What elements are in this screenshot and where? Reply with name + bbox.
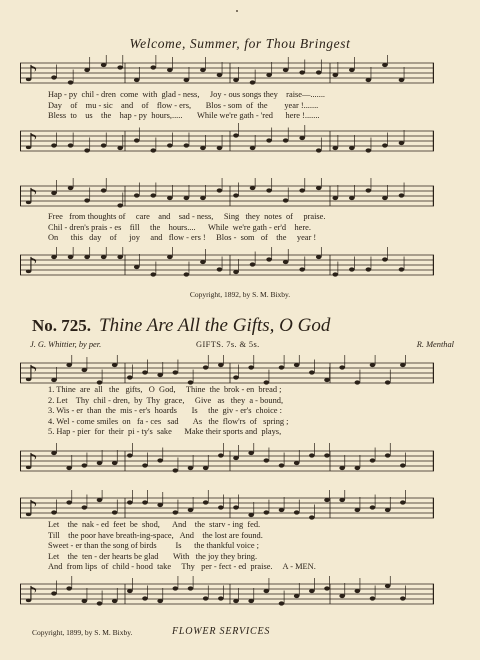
note-head [324,498,330,502]
note-head [266,73,272,77]
note-head [400,363,406,367]
note-head [309,589,315,593]
note-head [279,508,285,512]
hymn-number: No. 725. [32,316,92,335]
note-head [218,505,224,509]
note-head [51,143,57,147]
hymn-composer: R. Menthal [416,340,454,349]
note-head [200,146,206,150]
bass-staff-2 [20,247,434,287]
note-head [366,148,372,152]
lyric-line: Day of mu - sic and of flow - ers, Blos - som of the year !....... [48,100,319,110]
note-head [250,262,256,266]
note-head [233,133,239,137]
note-head [248,365,254,369]
note-head [355,466,361,470]
note-head [157,599,163,603]
note-head [84,198,90,202]
note-head [309,370,315,374]
continuations-block [48,520,440,573]
note-head [51,451,57,455]
hymn-author: J. G. Whittier, by per. [30,340,102,349]
note-head [339,365,345,369]
note-head [134,193,140,197]
note-head [68,255,74,259]
note-head [82,505,88,509]
note-head [309,453,315,457]
lyric-line: Chil - dren's prais - es fill the hours.... While we're gath - er'd here. [48,222,311,232]
note-head [184,272,190,276]
note-head [51,510,57,514]
verse-line: Sweet - er than the song of birds Is the thankful voice ; [48,541,259,550]
note-head [117,255,123,259]
note-head [200,260,206,264]
note-head [218,596,224,600]
note-head [167,68,173,72]
verse-line: 3. Wis - er than the mis - er's hoards Is the giv - er's choice : [48,406,282,415]
note-head [68,186,74,190]
note-head [101,143,107,147]
clef-icon: ♪ [24,497,39,522]
note-head [127,589,133,593]
note-head [349,196,355,200]
note-head [203,466,209,470]
note-head [167,196,173,200]
note-head [97,601,103,605]
clef-icon: ♪ [24,450,39,475]
note-head [66,500,72,504]
note-head [134,138,140,142]
note-head [233,375,239,379]
note-head [66,466,72,470]
note-head [264,380,270,384]
note-head [200,68,206,72]
note-head [385,453,391,457]
treble-staff-1 [20,55,434,95]
note-head [339,498,345,502]
note-head [264,458,270,462]
note-head [309,515,315,519]
note-head [84,148,90,152]
note-head [385,584,391,588]
note-head [399,267,405,271]
verse-line: Till the poor have breath-ing-space, And the lost are found. [48,530,263,540]
note-head [332,73,338,77]
note-head [266,188,272,192]
note-head [264,589,270,593]
note-head [399,141,405,145]
note-head [134,265,140,269]
page-mark [236,10,238,12]
note-head [349,68,355,72]
note-head [217,146,223,150]
note-head [68,80,74,84]
note-head [400,596,406,600]
note-head [51,378,57,382]
note-head [150,148,156,152]
note-head [294,461,300,465]
note-head [233,270,239,274]
note-head [332,196,338,200]
lyric-line: On this day of joy and flow - ers ! Blos - som of the year ! [48,233,317,242]
note-head [332,272,338,276]
note-head [150,193,156,197]
note-head [279,601,285,605]
lyric-line: Bless to us the hap - py hours,..... While we're gath - 'red here !....... [48,111,320,120]
note-head [324,378,330,382]
note-head [294,363,300,367]
note-head [157,503,163,507]
note-head [188,586,194,590]
note-head [279,463,285,467]
lyrics-block-1 [48,90,440,122]
note-head [233,599,239,603]
note-head [134,78,140,82]
note-head [51,591,57,595]
note-head [366,188,372,192]
note-head [112,363,118,367]
clef-icon: ♪ [24,185,39,210]
clef-icon: ♪ [24,583,39,608]
bass-staff-4 [20,576,434,616]
note-head [142,500,148,504]
note-head [200,196,206,200]
note-head [294,510,300,514]
note-head [316,148,322,152]
note-head [382,196,388,200]
note-head [203,500,209,504]
note-head [51,191,57,195]
clef-icon: ♪ [24,362,39,387]
note-head [400,463,406,467]
note-head [66,586,72,590]
verse-line: And from lips of child - hood take Thy per - fect - ed praise. A - MEN. [48,562,316,571]
note-head [173,370,179,374]
footer-section-title: FLOWER SERVICES [172,626,271,637]
note-head [248,451,254,455]
note-head [112,461,118,465]
note-head [299,136,305,140]
note-head [82,368,88,372]
note-head [101,255,107,259]
note-head [316,70,322,74]
note-head [68,143,74,147]
note-head [173,586,179,590]
note-head [233,78,239,82]
lyrics-block-2 [48,212,440,244]
note-head [82,463,88,467]
note-head [127,375,133,379]
note-head [84,255,90,259]
hymn-title: Thine Are All the Gifts, O God [99,315,331,336]
note-head [66,363,72,367]
note-head [349,267,355,271]
note-head [366,78,372,82]
note-head [112,599,118,603]
note-head [355,380,361,384]
note-head [332,146,338,150]
note-head [370,596,376,600]
verse-line: 1. Thine are all the gifts, O God, Thine the brok - en bread ; [48,385,282,394]
note-head [101,63,107,67]
note-head [188,380,194,384]
note-head [97,380,103,384]
note-head [316,186,322,190]
note-head [167,143,173,147]
note-head [370,505,376,509]
note-head [382,63,388,67]
note-head [233,456,239,460]
note-head [294,594,300,598]
note-head [217,73,223,77]
clef-icon: ♪ [24,254,39,279]
verse-line: Let the nak - ed feet be shod, And the starv - ing fed. [48,520,261,529]
note-head [264,510,270,514]
note-head [339,466,345,470]
note-head [250,186,256,190]
lyric-line: Hap - py chil - dren come with glad - ness, Joy - ous songs they raise—....... [48,90,326,99]
note-head [266,257,272,261]
note-head [399,193,405,197]
note-head [248,599,254,603]
verse-line: 2. Let Thy chil - dren, by Thy grace, Give as they a - bound, [48,395,284,405]
note-head [217,188,223,192]
note-head [188,466,194,470]
note-head [283,260,289,264]
note-head [51,75,57,79]
note-head [51,255,57,259]
note-head [142,463,148,467]
note-head [316,255,322,259]
note-head [184,143,190,147]
hymn-tune: GIFTS. 7s. & 5s. [196,340,260,349]
note-head [218,453,224,457]
verse-line: Let the ten - der hearts be glad With the joy they bring. [48,551,258,561]
lyric-line: Free from thoughts of care and sad - ness, Sing they notes of praise. [48,212,326,221]
hymn-heading [32,315,452,337]
note-head [250,80,256,84]
note-head [299,267,305,271]
note-head [248,513,254,517]
note-head [349,146,355,150]
note-head [399,78,405,82]
note-head [157,373,163,377]
note-head [385,508,391,512]
note-head [382,257,388,261]
note-head [184,78,190,82]
note-head [366,267,372,271]
note-head [173,468,179,472]
note-head [382,143,388,147]
note-head [283,198,289,202]
bass-staff-1 [20,123,434,163]
note-head [127,500,133,504]
note-head [283,138,289,142]
note-head [101,188,107,192]
note-head [184,196,190,200]
note-head [142,596,148,600]
note-head [117,65,123,69]
note-head [385,380,391,384]
note-head [217,267,223,271]
note-head [250,146,256,150]
note-head [299,188,305,192]
running-title: Welcome, Summer, for Thou Bringest [129,36,351,51]
note-head [233,505,239,509]
note-head [283,68,289,72]
note-head [117,146,123,150]
note-head [299,70,305,74]
clef-icon: ♪ [24,130,39,155]
note-head [324,453,330,457]
note-head [117,203,123,207]
note-head [173,510,179,514]
footer-copyright: Copyright, 1899, by S. M. Bixby. [32,628,133,637]
note-head [339,594,345,598]
note-head [370,363,376,367]
note-head [97,498,103,502]
note-head [167,255,173,259]
note-head [112,510,118,514]
note-head [150,272,156,276]
note-head [355,589,361,593]
note-head [370,458,376,462]
note-head [157,458,163,462]
bass-staff-3 [20,443,434,483]
note-head [127,453,133,457]
note-head [218,363,224,367]
note-head [97,461,103,465]
note-head [233,193,239,197]
copyright-notice: Copyright, 1892, by S. M. Bixby. [189,290,291,299]
note-head [188,508,194,512]
note-head [142,370,148,374]
verse-line: 4. Wel - come smiles on fa - ces sad As the flow'rs of spring ; [48,416,289,426]
note-head [150,65,156,69]
note-head [279,365,285,369]
note-head [84,68,90,72]
note-head [400,500,406,504]
verses-block [48,385,440,438]
note-head [203,365,209,369]
note-head [82,599,88,603]
verse-line: 5. Hap - pier for their pi - ty's sake Make their sports and plays, [48,427,282,436]
note-head [324,586,330,590]
note-head [355,508,361,512]
note-head [266,138,272,142]
clef-icon: ♪ [24,62,39,87]
note-head [203,596,209,600]
